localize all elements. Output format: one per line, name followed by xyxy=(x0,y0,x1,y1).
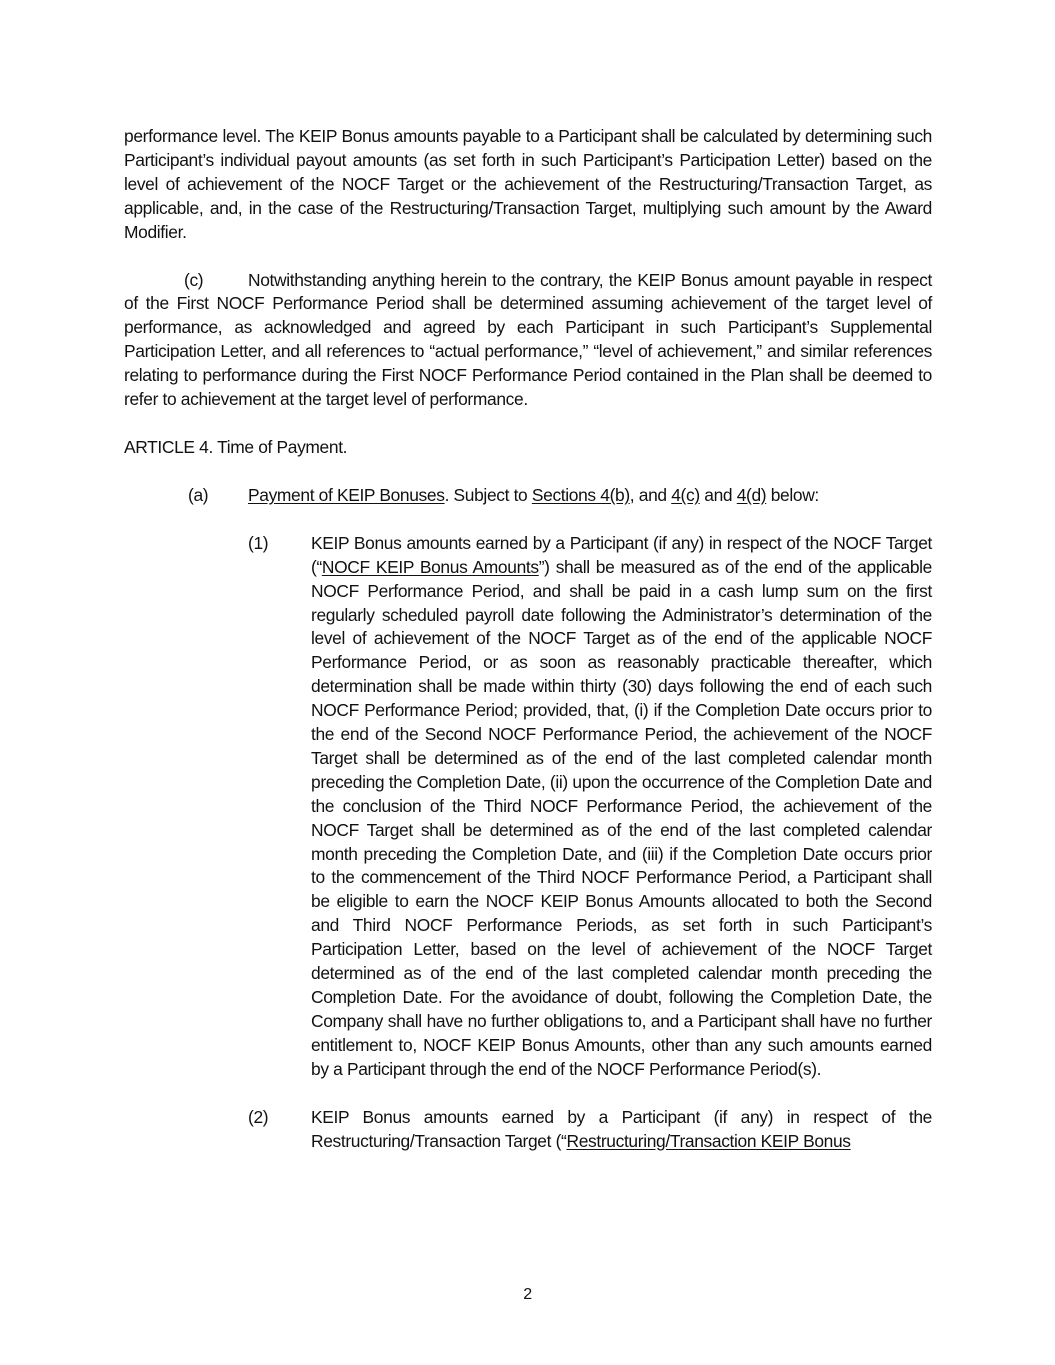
section-ref-4d: 4(d) xyxy=(736,484,767,505)
section-ref-4c: 4(c) xyxy=(671,484,700,505)
section-4a-text-2: , and xyxy=(629,484,672,505)
subsection-2-text-1: KEIP Bonus amounts earned by a Participant (if any) in respect of the Restructuring/Transaction Target (“ xyxy=(311,1106,932,1151)
page-number: 2 xyxy=(523,1286,532,1303)
document-page xyxy=(124,125,932,1177)
paragraph-c-label: (c) xyxy=(184,269,204,290)
subsection-2 xyxy=(124,1106,932,1154)
subsection-1-text-2: ”) shall be measured as of the end of the applicable NOCF Performance Period, and shall be paid in a cash lump sum on the first regularly scheduled payroll date following the Administrator’s determination of the level of achievement of the NOCF Target as of the end of the applicable NOCF Performance Period, or as soon as reasonably practicable thereafter, which determination shall be made within thirty (30) days following the end of each such NOCF Performance Period; provided, that, (i) if the Completion Date occurs prior to the end of the Second NOCF Performance Period, the achievement of the NOCF Target shall be determined as of the end of the last completed calendar month preceding the Completion Date, (ii) upon the occurrence of the Completion Date and the conclusion of the Third NOCF Performance Period, the achievement of the NOCF Target shall be determined as of the end of the last completed calendar month preceding the Completion Date, and (iii) if the Completion Date occurs prior to the commencement of the Third NOCF Performance Period, a Participant shall be eligible to earn the NOCF KEIP Bonus Amounts allocated to both the Second and Third NOCF Performance Periods, as set forth in such Participant’s Participation Letter, based on the level of achievement of the NOCF Target determined as of the end of the last completed calendar month preceding the Completion Date. For the avoidance of doubt, following the Completion Date, the Company shall have no further obligations to, and a Participant shall have no further entitlement to, NOCF KEIP Bonus Amounts, other than any such amounts earned by a Participant through the end of the NOCF Performance Period(s). xyxy=(311,556,933,1079)
article-4-heading: ARTICLE 4. Time of Payment. xyxy=(124,436,348,457)
section-4a-text-4: below: xyxy=(766,484,819,505)
defined-term-restructuring-keip-bonus: Restructuring/Transaction KEIP Bonus xyxy=(566,1130,851,1151)
section-4a xyxy=(124,484,932,508)
section-4a-text-1: . Subject to xyxy=(444,484,532,505)
section-ref-4b: Sections 4(b) xyxy=(531,484,630,505)
subsection-1-text-1: KEIP Bonus amounts earned by a Participant (if any) in respect of the NOCF Target (“ xyxy=(311,532,932,577)
paragraph-c xyxy=(124,269,932,412)
section-4a-label: (a) xyxy=(188,484,209,505)
subsection-1-label: (1) xyxy=(248,532,269,553)
subsection-1 xyxy=(124,532,932,1082)
subsection-2-label: (2) xyxy=(248,1106,269,1127)
section-4a-title: Payment of KEIP Bonuses xyxy=(248,484,445,505)
paragraph-b-continuation: performance level. The KEIP Bonus amounts payable to a Participant shall be calculated by determining such Participant’s individual payout amounts (as set forth in such Participant’s Participation Letter) based on the level of achievement of the NOCF Target or the achievement of the Restructuring/Transaction Target, as applicable, and, in the case of the Restructuring/Transaction Target, multiplying such amount by the Award Modifier. xyxy=(124,126,932,242)
defined-term-nocf-keip-bonus-amounts: NOCF KEIP Bonus Amounts xyxy=(321,556,539,577)
paragraph-c-text: Notwithstanding anything herein to the contrary, the KEIP Bonus amount payable in respect of the First NOCF Performance Period shall be determined assuming achievement of the target level of performance, as acknowledged and agreed by each Participant in such Participant’s Supplemental Participation Letter, and all references to “actual performance,” “level of achievement,” and similar references relating to performance during the First NOCF Performance Period contained in the Plan shall be deemed to refer to achievement at the target level of performance. xyxy=(124,269,932,410)
section-4a-text-3: and xyxy=(699,484,737,505)
